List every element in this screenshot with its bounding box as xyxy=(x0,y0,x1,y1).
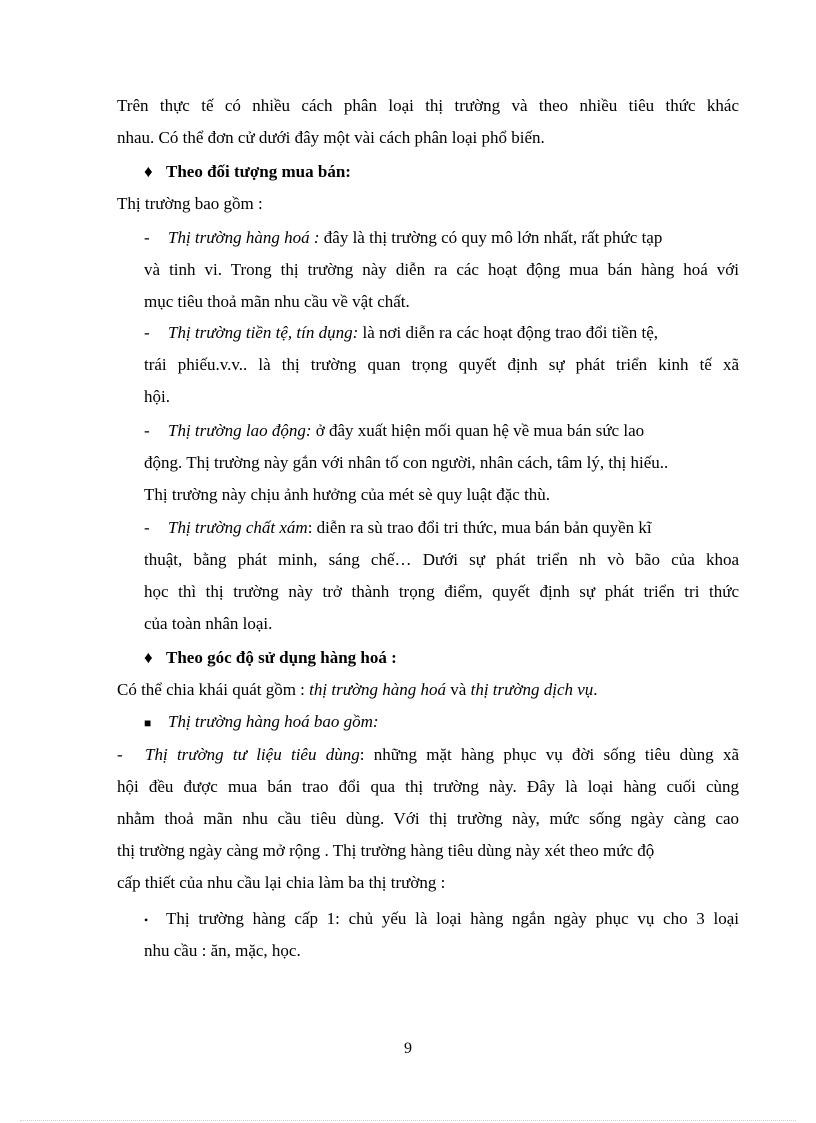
paragraph-line: nhằm thoả mãn nhu cầu tiêu dùng. Với thị trường này, mức sống ngày càng cao xyxy=(117,809,739,828)
consumer-market-item xyxy=(117,745,739,765)
item-term: Thị trường hàng hoá : xyxy=(168,228,320,247)
item-line: mục tiêu thoả mãn nhu cầu về vật chất. xyxy=(144,292,410,311)
lead-text: Có thể chia khái quát gồm : xyxy=(117,680,310,699)
item-line: động. Thị trường này gắn với nhân tố con người, nhân cách, tâm lý, thị hiếu.. xyxy=(144,453,669,472)
item-term: Thị trường lao động: xyxy=(168,421,312,440)
item-line: hội. xyxy=(144,387,170,406)
section1-heading-text: Theo đối tượng mua bán: xyxy=(166,162,351,181)
square-bullet-icon: ■ xyxy=(144,716,152,730)
lead-text: . xyxy=(593,680,598,699)
dash-marker: - xyxy=(144,228,150,247)
dash-marker: - xyxy=(117,745,123,764)
level1-line: nhu cầu : ăn, mặc, học. xyxy=(144,941,301,960)
lead-term: thị trường hàng hoá xyxy=(309,680,447,699)
item-text: : những mặt hàng phục vụ đời sống tiêu dùng xã xyxy=(359,745,739,764)
diamond-bullet-icon: ♦ xyxy=(144,162,153,181)
list-item-labor-market xyxy=(144,421,739,441)
item-term: Thị trường chất xám xyxy=(168,518,308,537)
section2-lead xyxy=(117,680,598,700)
item-line: và tinh vi. Trong thị trường này diễn ra các hoạt động mua bán hàng hoá với xyxy=(144,260,739,279)
item-line: trái phiếu.v.v.. là thị trường quan trọng quyết định sự phát triển kinh tế xã xyxy=(144,355,739,374)
section2-heading-text: Theo góc độ sử dụng hàng hoá : xyxy=(166,648,397,667)
paragraph-line: thị trường ngày càng mở rộng . Thị trường hàng tiêu dùng này xét theo mức độ xyxy=(117,841,655,860)
dash-marker: - xyxy=(144,518,150,537)
dash-marker: - xyxy=(144,323,150,342)
item-text: : diễn ra sù trao đổi tri thức, mua bán bản quyền kĩ xyxy=(307,518,652,537)
sub-heading-text: Thị trường hàng hoá bao gồm: xyxy=(168,712,379,731)
item-term: Thị trường tư liệu tiêu dùng xyxy=(145,745,360,764)
section-heading-1 xyxy=(144,162,351,182)
item-text: Thị trường hàng cấp 1: chủ yếu là loại hàng ngắn ngày phục vụ cho 3 loại xyxy=(166,909,739,928)
item-text: ở đây xuất hiện mối quan hệ về mua bán sức lao xyxy=(311,421,645,440)
dash-marker: - xyxy=(144,421,150,440)
intro-line-2: nhau. Có thể đơn cử dưới đây một vài cách phân loại phổ biến. xyxy=(117,128,545,147)
list-item-money-market xyxy=(144,323,739,343)
item-text: đây là thị trường có quy mô lớn nhất, rất phức tạp xyxy=(319,228,663,247)
footer-divider xyxy=(20,1120,796,1121)
section1-lead: Thị trường bao gồm : xyxy=(117,194,263,213)
sub-heading xyxy=(144,712,379,733)
lead-text: và xyxy=(446,680,471,699)
item-term: Thị trường tiền tệ, tín dụng: xyxy=(168,323,359,342)
item-text: là nơi diễn ra các hoạt động trao đổi tiền tệ, xyxy=(358,323,659,342)
dot-bullet-icon: • xyxy=(144,913,149,927)
item-line: thuật, bằng phát minh, sáng chế… Dưới sự phát triển nh vò bão của khoa xyxy=(144,550,739,569)
paragraph-line: hội đều được mua bán trao đổi qua thị trường này. Đây là loại hàng cuối cùng xyxy=(117,777,739,796)
lead-term: thị trường dịch vụ xyxy=(470,680,594,699)
item-line: học thì thị trường này trở thành trọng điểm, quyết định sự phát triển tri thức xyxy=(144,582,739,601)
paragraph-line: cấp thiết của nhu cầu lại chia làm ba thị trường : xyxy=(117,873,446,892)
section-heading-2 xyxy=(144,648,397,668)
list-item-goods-market xyxy=(144,228,739,248)
page-number: 9 xyxy=(404,1040,412,1057)
level1-item xyxy=(144,909,739,930)
diamond-bullet-icon: ♦ xyxy=(144,648,153,667)
item-line: Thị trường này chịu ảnh hưởng của mét sè quy luật đặc thù. xyxy=(144,485,551,504)
intro-line-1: Trên thực tế có nhiều cách phân loại thị trường và theo nhiều tiêu thức khác xyxy=(117,96,739,115)
item-line: của toàn nhân loại. xyxy=(144,614,273,633)
list-item-knowledge-market xyxy=(144,518,739,538)
